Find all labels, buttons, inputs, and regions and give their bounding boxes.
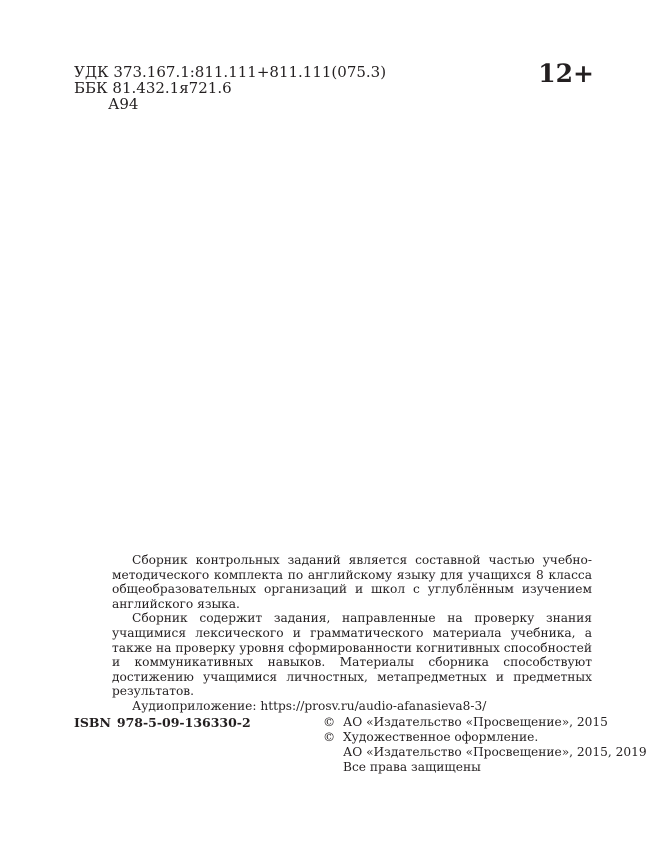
copyright-line: Художественное оформление. — [343, 730, 539, 744]
copyright-block — [323, 715, 647, 775]
udk-code: УДК 373.167.1:811.111+811.111(075.3) — [74, 63, 387, 81]
annotation-paragraph: Сборник контрольных заданий является составной частью учебно-методического комплекта по английскому языку для учащихся 8 класса общеобразовательных организаций и школ с углублённым изучением английского языка. — [112, 553, 592, 611]
copyright-line: Все права защищены — [343, 760, 481, 774]
copyright-row — [323, 715, 613, 730]
author-mark: А94 — [108, 95, 139, 113]
copyright-icon: © — [323, 730, 336, 744]
copyright-icon: © — [323, 715, 336, 729]
copyright-row — [323, 730, 613, 745]
isbn-number: 978-5-09-136330-2 — [116, 715, 251, 730]
bbk-code: ББК 81.432.1я721.6 — [74, 79, 232, 97]
copyright-line: АО «Издательство «Просвещение», 2015 — [343, 715, 608, 729]
annotation-block — [112, 553, 592, 714]
copyright-row — [323, 745, 647, 760]
age-rating-badge: 12+ — [538, 59, 594, 88]
copyright-line: АО «Издательство «Просвещение», 2015, 2019 — [343, 745, 647, 759]
classification-codes — [74, 64, 386, 112]
audio-supplement-line: Аудиоприложение: https://prosv.ru/audio-afanasieva8-3/ — [132, 698, 487, 713]
copyright-row — [323, 760, 613, 775]
isbn-label: ISBN — [74, 715, 111, 730]
isbn-line — [74, 715, 251, 730]
annotation-paragraph: Сборник содержит задания, направленные на проверку знания учащимися лексического и грамматического материала учебника, а также на проверку уровня сформированности когнитивных способностей и коммуникативных навыков. Материалы сборника способствуют достижению учащимися личностных, метапредметных и предметных результатов. — [112, 611, 592, 699]
